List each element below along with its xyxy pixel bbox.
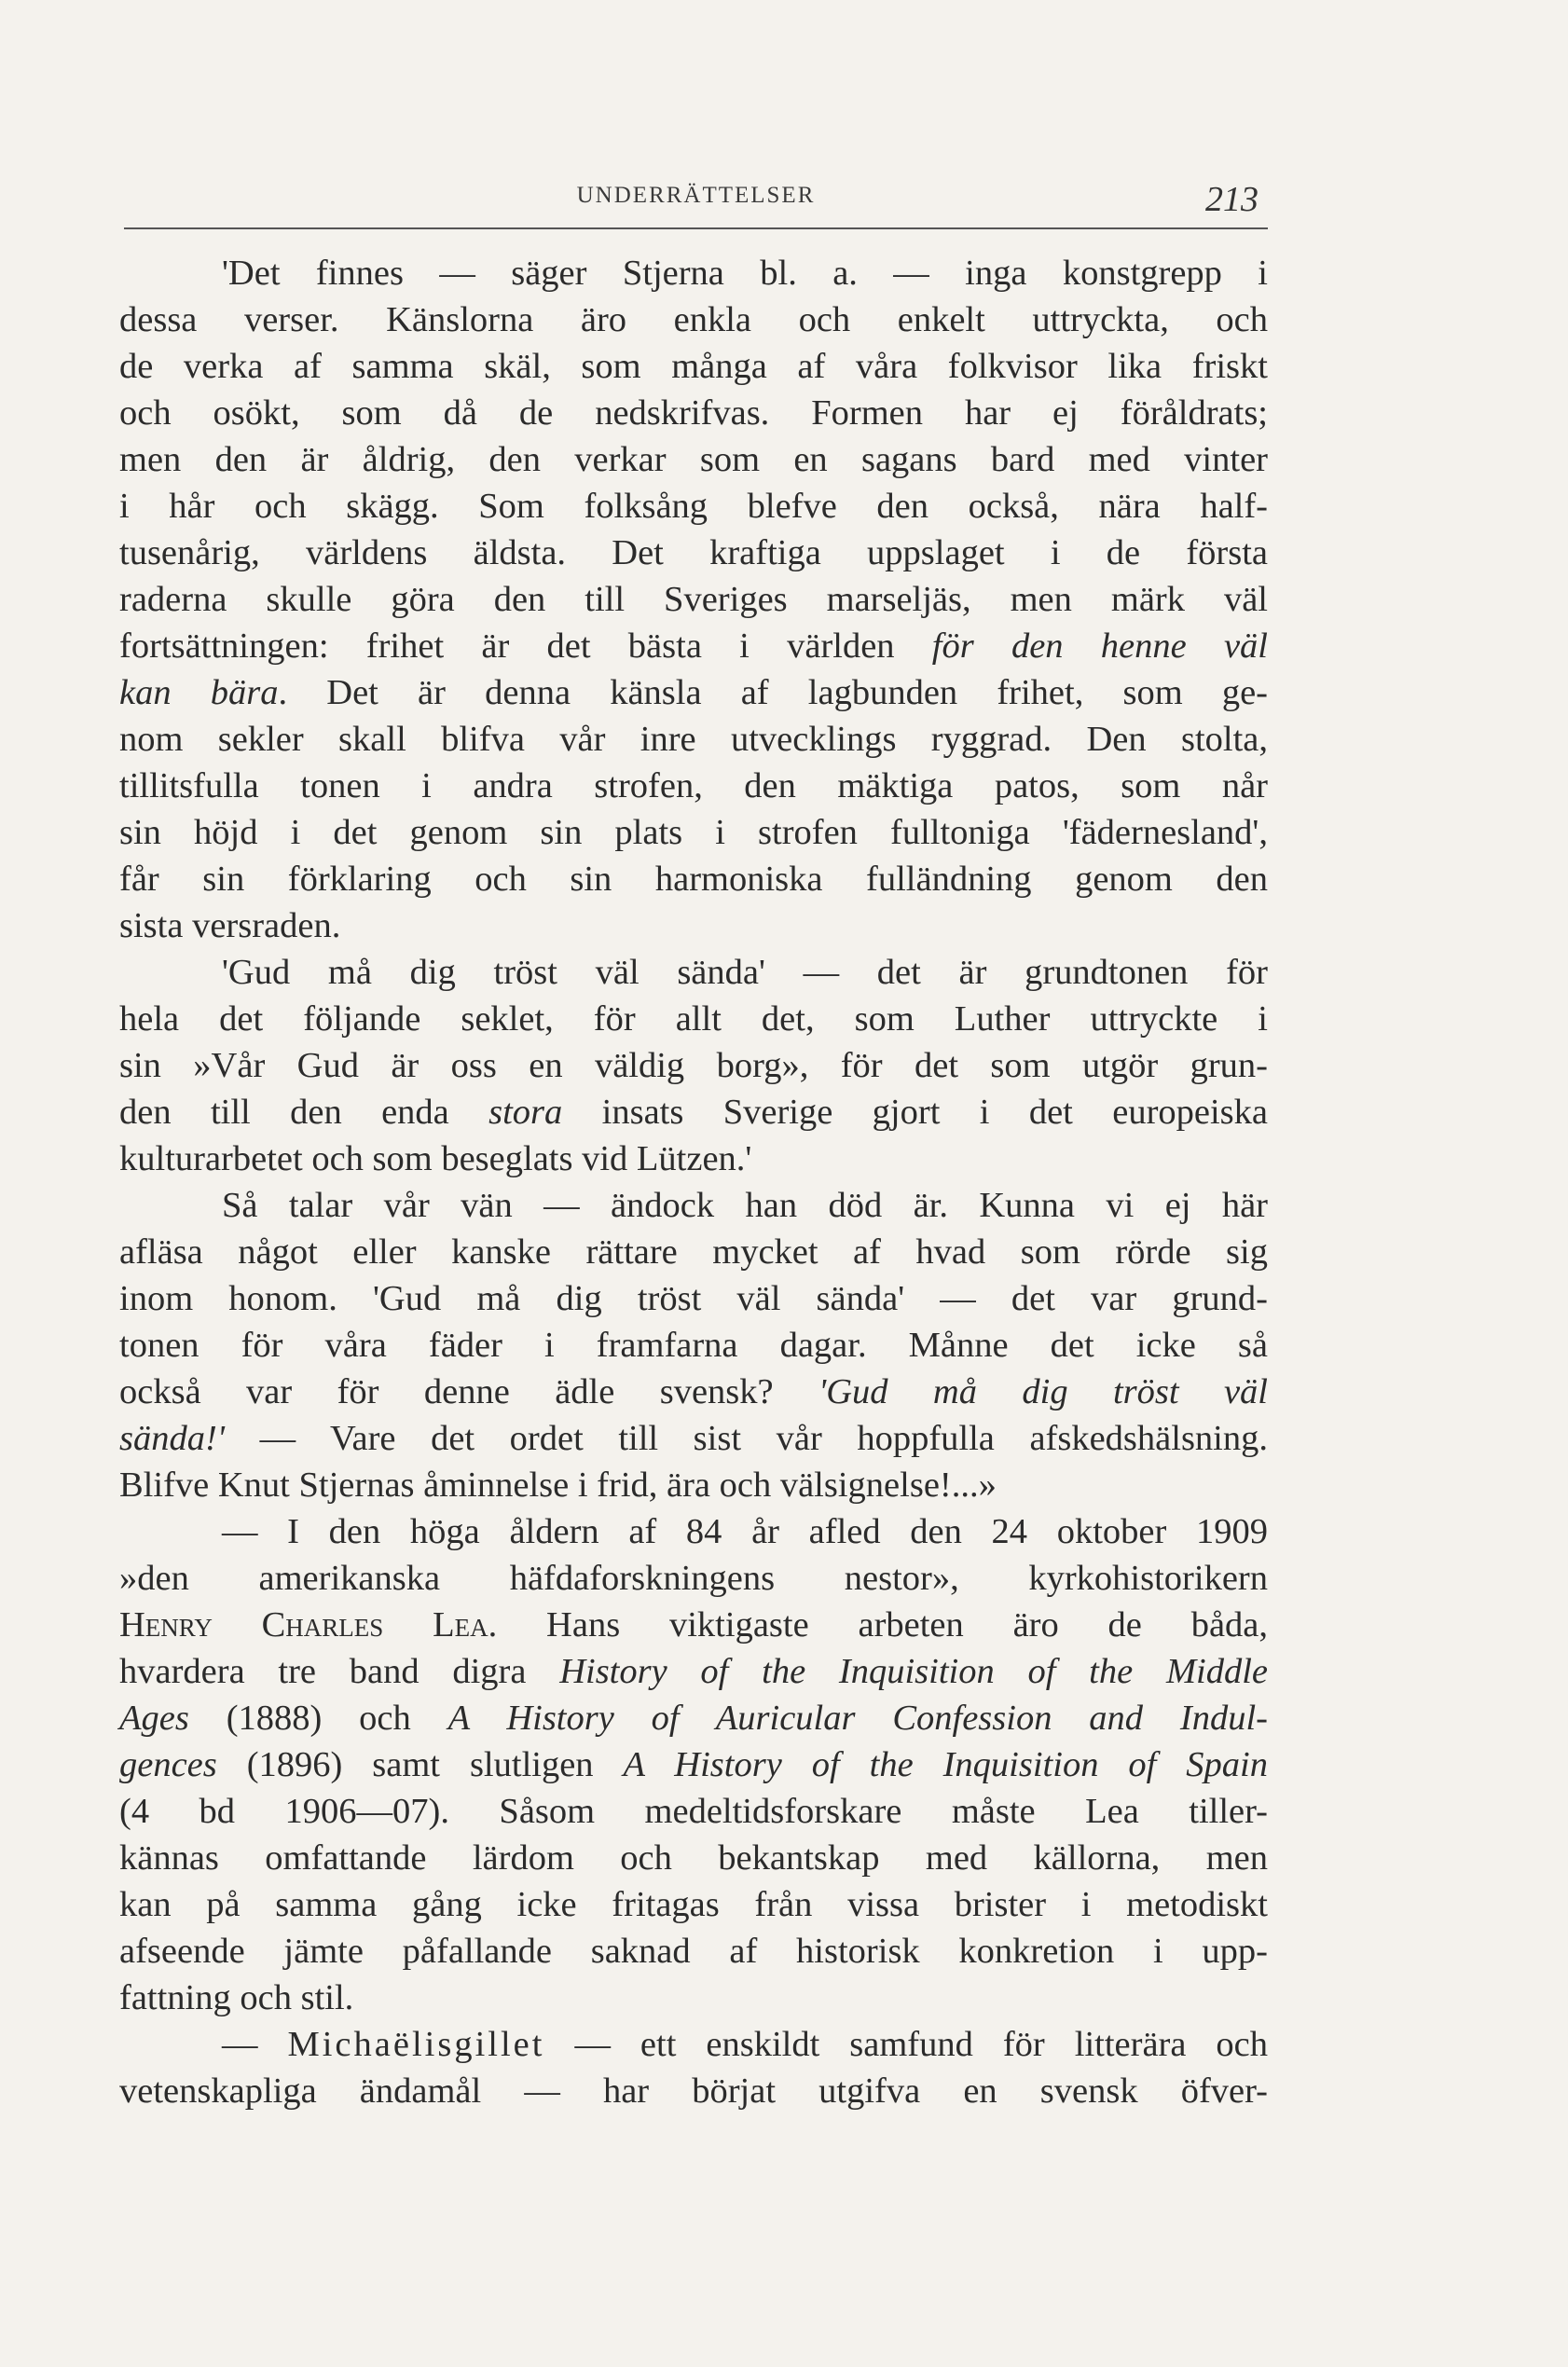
- text-line: de verka af samma skäl, som många af våra folkvisor lika friskt: [119, 347, 1268, 386]
- text-line: vetenskapliga ändamål — har börjat utgifva en svensk öfver-: [119, 2071, 1268, 2111]
- italic-text: A History of the Inquisition of Spain: [623, 1745, 1268, 1784]
- text-line: också var för denne ädle svensk? 'Gud må dig tröst väl: [119, 1372, 1268, 1411]
- text-line: Så talar vår vän — ändock han död är. Kunna vi ej här: [222, 1186, 1268, 1225]
- running-title: UNDERRÄTTELSER: [576, 183, 816, 208]
- italic-text: stora: [488, 1093, 563, 1132]
- italic-text: Ages: [119, 1699, 189, 1738]
- text-line: får sin förklaring och sin harmoniska fulländning genom den: [119, 860, 1268, 899]
- text-line: Ages (1888) och A History of Auricular Confession and Indul-: [119, 1699, 1268, 1738]
- text-line: sända!' — Vare det ordet till sist vår hoppfulla afskedshälsning.: [119, 1419, 1268, 1458]
- spaced-name: Michaëlisgillet: [287, 2025, 545, 2064]
- text-line: kan bära. Det är denna känsla af lagbunden frihet, som ge-: [119, 673, 1268, 712]
- text-line: kulturarbetet och som beseglats vid Lützen.': [119, 1139, 752, 1178]
- text-line: (4 bd 1906—07). Såsom medeltidsforskare måste Lea tiller-: [119, 1792, 1268, 1831]
- paragraph-sa-talar: [119, 1182, 1268, 1508]
- text-line: sista versraden.: [119, 906, 341, 945]
- text-line: raderna skulle göra den till Sveriges marseljäs, men märk väl: [119, 580, 1268, 619]
- text-line: 'Det finnes — säger Stjerna bl. a. — inga konstgrepp i: [222, 254, 1268, 293]
- text-line: men den är åldrig, den verkar som en sagans bard med vinter: [119, 440, 1268, 479]
- italic-text: för den henne väl: [931, 626, 1268, 666]
- text-line: Henry Charles Lea. Hans viktigaste arbeten äro de båda,: [119, 1605, 1268, 1645]
- text-line: kan på samma gång icke fritagas från vissa brister i metodiskt: [119, 1885, 1268, 1924]
- text-line: hela det följande seklet, för allt det, som Luther uttryckte i: [119, 999, 1268, 1039]
- italic-text: 'Gud må dig tröst väl: [818, 1372, 1268, 1411]
- text-line: — Michaëlisgillet — ett enskildt samfund för litterära och: [222, 2025, 1269, 2064]
- text-line: nom sekler skall blifva vår inre utvecklings ryggrad. Den stolta,: [119, 720, 1268, 759]
- text-line: tusenårig, världens äldsta. Det kraftiga uppslaget i de första: [119, 533, 1268, 572]
- text-line: tonen för våra fäder i framfarna dagar. Månne det icke så: [119, 1326, 1268, 1365]
- page-header: [124, 180, 1268, 229]
- text-line: kännas omfattande lärdom och bekantskap med källorna, men: [119, 1838, 1268, 1878]
- text-line: 'Gud må dig tröst väl sända' — det är grundtonen för: [222, 953, 1268, 992]
- text-line: afläsa något eller kanske rättare mycket af hvad som rörde sig: [119, 1232, 1268, 1272]
- text-line: och osökt, som då de nedskrifvas. Formen har ej föråldrats;: [119, 393, 1268, 433]
- text-line: gences (1896) samt slutligen A History of the Inquisition of Spain: [119, 1745, 1268, 1784]
- text-line: inom honom. 'Gud må dig tröst väl sända' — det var grund-: [119, 1279, 1268, 1318]
- text-line: Blifve Knut Stjernas åminnelse i frid, ära och välsignelse!...»: [119, 1466, 997, 1505]
- paragraph-henry-charles-lea: [119, 1508, 1268, 2021]
- italic-text: gences: [119, 1745, 217, 1784]
- paragraph-michaelisgillet: [119, 2021, 1268, 2114]
- text-line: tillitsfulla tonen i andra strofen, den mäktiga patos, som når: [119, 766, 1268, 805]
- small-caps-name: Henry Charles Lea: [119, 1605, 488, 1645]
- text-line: den till den enda stora insats Sverige gjort i det europeiska: [119, 1093, 1268, 1132]
- text-line: afseende jämte påfallande saknad af historisk konkretion i upp-: [119, 1932, 1268, 1971]
- text-line: dessa verser. Känslorna äro enkla och enkelt uttryckta, och: [119, 300, 1268, 339]
- paragraph-stjerna-quote: [119, 250, 1268, 949]
- italic-text: History of the Inquisition of the Middle: [559, 1652, 1268, 1691]
- italic-text: kan bära: [119, 673, 279, 712]
- paragraph-gud-ma-dig: [119, 949, 1268, 1182]
- italic-text: sända!': [119, 1419, 226, 1458]
- text-line: i hår och skägg. Som folksång blefve den också, nära half-: [119, 487, 1268, 526]
- text-line: sin »Vår Gud är oss en väldig borg», för det som utgör grun-: [119, 1046, 1268, 1085]
- text-line: fortsättningen: frihet är det bästa i världen för den henne väl: [119, 626, 1268, 666]
- italic-text: A History of Auricular Confession and Indul-: [447, 1699, 1268, 1738]
- text-line: — I den höga åldern af 84 år afled den 24 oktober 1909: [222, 1512, 1268, 1551]
- text-line: sin höjd i det genom sin plats i strofen fulltoniga 'fädernesland',: [119, 813, 1268, 852]
- body-text: [119, 250, 1268, 2114]
- text-line: fattning och stil.: [119, 1978, 354, 2017]
- page-number: 213: [1205, 180, 1259, 219]
- text-line: »den amerikanska häfdaforskningens nestor», kyrkohistorikern: [119, 1559, 1268, 1598]
- text-line: hvardera tre band digra History of the Inquisition of the Middle: [119, 1652, 1268, 1691]
